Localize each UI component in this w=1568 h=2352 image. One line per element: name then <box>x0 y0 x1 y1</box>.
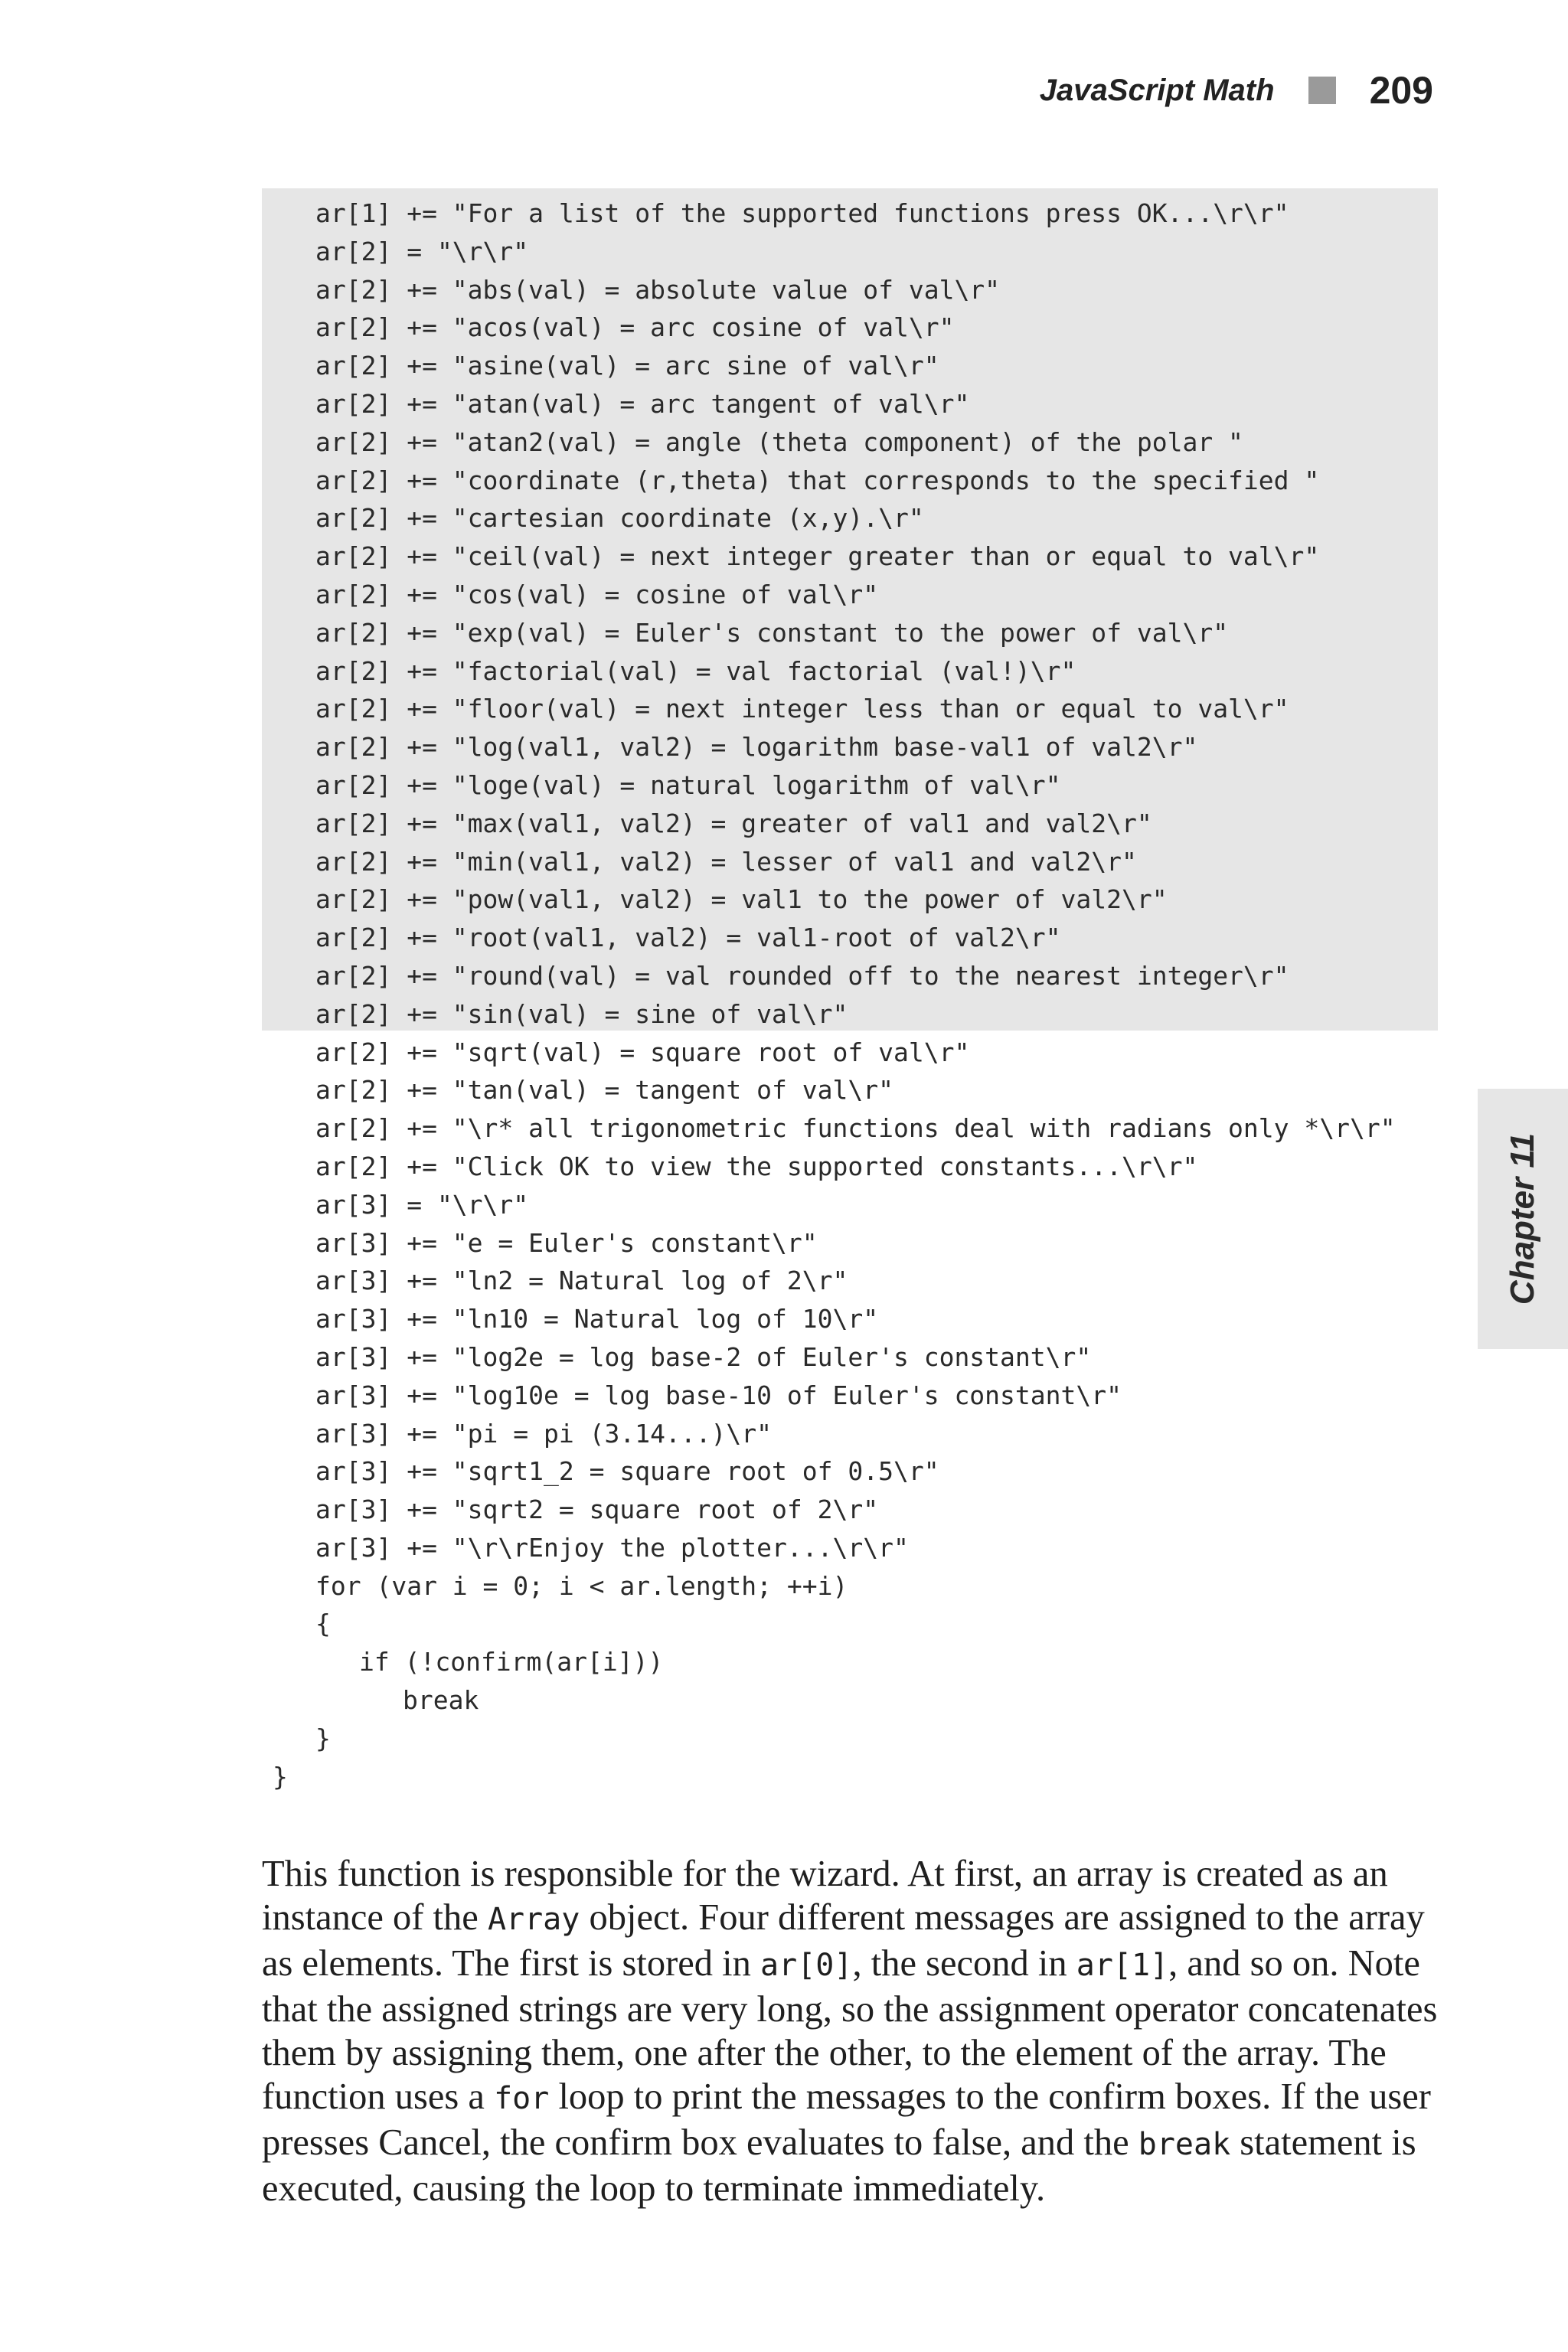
code-line: ar[3] += "pi = pi (3.14...)\r" <box>315 1418 773 1449</box>
code-line: ar[2] += "floor(val) = next integer less than or equal to val\r" <box>315 694 1289 724</box>
paragraph-text: object. Four different messages are assigned to the array as elements. The first is stored in <box>262 1896 1425 1984</box>
code-line: ar[2] += "cos(val) = cosine of val\r" <box>315 579 879 609</box>
code-line: { <box>315 1609 331 1639</box>
code-line: ar[2] += "Click OK to view the supported constants...\r\r" <box>315 1151 1198 1181</box>
code-line: ar[3] += "log2e = log base-2 of Euler's constant\r" <box>315 1341 1092 1372</box>
code-line: } <box>315 1723 331 1753</box>
code-line: ar[2] = "\r\r" <box>315 236 529 266</box>
code-line: ar[2] += "atan(val) = arc tangent of val\r" <box>315 388 970 419</box>
code-line: ar[2] += "log(val1, val2) = logarithm base-val1 of val2\r" <box>315 732 1198 763</box>
inline-code: Array <box>487 1901 580 1937</box>
code-line: ar[3] = "\r\r" <box>315 1189 529 1220</box>
inline-code: ar[1] <box>1076 1947 1169 1983</box>
code-line: ar[2] += "max(val1, val2) = greater of val1 and val2\r" <box>315 808 1152 838</box>
paragraph-text: , the second in <box>852 1942 1076 1984</box>
code-line: ar[2] += "atan2(val) = angle (theta component) of the polar " <box>315 426 1243 457</box>
code-line: ar[2] += "loge(val) = natural logarithm of val\r" <box>315 769 1061 800</box>
code-line: ar[3] += "e = Euler's constant\r" <box>315 1227 818 1258</box>
inline-code: for <box>494 2080 550 2116</box>
code-line: ar[2] += "tan(val) = tangent of val\r" <box>315 1075 893 1106</box>
code-line: break <box>403 1685 479 1716</box>
code-line: ar[2] += "factorial(val) = val factorial (val!)\r" <box>315 655 1076 686</box>
running-head <box>1040 66 1433 115</box>
code-line: ar[3] += "ln2 = Natural log of 2\r" <box>315 1266 848 1296</box>
code-line: ar[2] += "exp(val) = Euler's constant to the power of val\r" <box>315 617 1229 648</box>
code-line: ar[2] += "sin(val) = sine of val\r" <box>315 998 848 1029</box>
code-line: ar[3] += "log10e = log base-10 of Euler's constant\r" <box>315 1380 1122 1410</box>
chapter-tab <box>1478 1089 1568 1349</box>
code-line: ar[2] += "min(val1, val2) = lesser of val1 and val2\r" <box>315 846 1137 877</box>
code-listing <box>262 188 1438 1792</box>
code-line: ar[3] += "sqrt1_2 = square root of 0.5\r" <box>315 1456 939 1487</box>
section-title: JavaScript Math <box>1039 73 1275 107</box>
chapter-label: Chapter 11 <box>1504 1132 1541 1305</box>
code-line: ar[1] += "For a list of the supported functions press OK...\r\r" <box>315 198 1289 228</box>
body-paragraph <box>262 1852 1441 2210</box>
code-line: ar[2] += "acos(val) = arc cosine of val\r" <box>315 312 955 343</box>
code-line: ar[3] += "\r\rEnjoy the plotter...\r\r" <box>315 1532 909 1563</box>
inline-code: break <box>1138 2126 1231 2162</box>
code-line: ar[3] += "ln10 = Natural log of 10\r" <box>315 1304 879 1334</box>
header-square-marker <box>1308 77 1336 104</box>
code-line: ar[2] += "\r* all trigonometric functions deal with radians only *\r\r" <box>315 1113 1396 1144</box>
code-line: if (!confirm(ar[i])) <box>359 1647 664 1677</box>
code-line: for (var i = 0; i < ar.length; ++i) <box>315 1570 848 1601</box>
code-line: ar[2] += "abs(val) = absolute value of val\r" <box>315 274 1001 305</box>
code-line: ar[2] += "coordinate (r,theta) that corresponds to the specified " <box>315 465 1320 495</box>
code-line: } <box>273 1761 288 1792</box>
paragraph-text: loop to print the messages to the confirm boxes. If the user presses Cancel, the confirm box evaluates to false, and the <box>262 2076 1431 2163</box>
inline-code: ar[0] <box>760 1947 853 1983</box>
code-line: ar[2] += "ceil(val) = next integer greater than or equal to val\r" <box>315 541 1320 572</box>
paragraph-text: statement is executed, causing the loop to terminate immediately. <box>262 2122 1416 2209</box>
paragraph-text: This function is responsible for the wizard. At first, an array is created as an instance of the <box>262 1853 1388 1938</box>
page-number: 209 <box>1369 69 1433 112</box>
code-line: ar[2] += "pow(val1, val2) = val1 to the power of val2\r" <box>315 884 1168 915</box>
code-line: ar[2] += "cartesian coordinate (x,y).\r" <box>315 503 924 534</box>
code-line: ar[2] += "round(val) = val rounded off to the nearest integer\r" <box>315 960 1289 991</box>
code-line: ar[2] += "sqrt(val) = square root of val\r" <box>315 1037 970 1067</box>
code-line: ar[3] += "sqrt2 = square root of 2\r" <box>315 1494 879 1525</box>
paragraph-text: , and so on. Note that the assigned strings are very long, so the assignment operator concatenates them by assigning them, one after the other, to the element of the array. The function uses a <box>262 1942 1438 2117</box>
code-line: ar[2] += "asine(val) = arc sine of val\r" <box>315 351 939 381</box>
code-line: ar[2] += "root(val1, val2) = val1-root of val2\r" <box>315 923 1061 953</box>
